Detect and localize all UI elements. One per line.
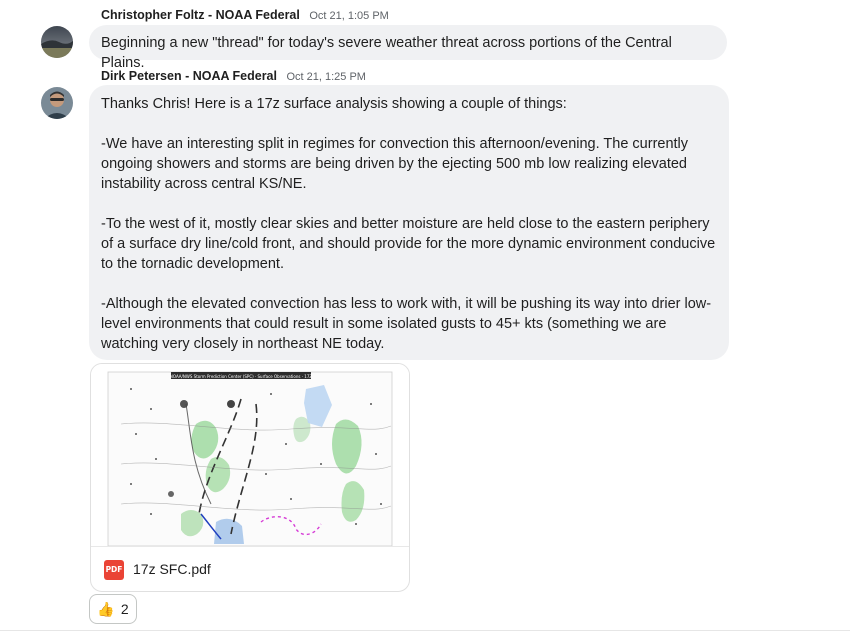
card-divider bbox=[91, 546, 409, 547]
avatar-christopher[interactable] bbox=[41, 26, 73, 58]
pdf-file-icon: PDF bbox=[104, 560, 124, 580]
map-header: NOAA/NWS Storm Prediction Center (SPC) · Surface Observations · 17Z bbox=[169, 374, 313, 379]
message-timestamp: Oct 21, 1:05 PM bbox=[309, 10, 389, 22]
message-paragraph: Thanks Chris! Here is a 17z surface analysis showing a couple of things: bbox=[101, 96, 567, 112]
message-timestamp: Oct 21, 1:25 PM bbox=[286, 71, 366, 83]
message-paragraph: -To the west of it, mostly clear skies and better moisture are held close to the eastern periphery of a surface dry line/cold front, and should provide for the more dynamic environment conducive to the tornadic development. bbox=[101, 216, 716, 272]
message-bubble bbox=[89, 25, 727, 71]
surface-map-thumbnail[interactable] bbox=[91, 364, 409, 546]
attachment-file-name[interactable]: 17z SFC.pdf bbox=[133, 561, 211, 577]
message-text: Beginning a new "thread" for today's severe weather threat across portions of the Central Plains. bbox=[101, 35, 672, 71]
avatar-dirk[interactable] bbox=[41, 87, 73, 119]
divider-line bbox=[0, 630, 850, 631]
reaction-count: 2 bbox=[120, 601, 129, 617]
message-paragraph: -We have an interesting split in regimes for convection this afternoon/evening. The currently ongoing showers and storms are being driven by the ejecting 500 mb low realizing elevated instability across central KS/NE. bbox=[101, 136, 689, 192]
sender-name bbox=[101, 69, 366, 83]
sender-name bbox=[101, 8, 389, 22]
person-photo-icon bbox=[41, 87, 73, 119]
thumbs-up-icon: 👍 bbox=[97, 600, 115, 617]
sender-label: Christopher Foltz - NOAA Federal bbox=[101, 8, 300, 22]
message-paragraph: -Although the elevated convection has less to work with, it will be pushing its way into drier low-level environments that could result in some isolated gusts to 45+ kts (something we are watching very closely in northeast NE today. bbox=[101, 296, 712, 352]
sender-label: Dirk Petersen - NOAA Federal bbox=[101, 69, 277, 83]
reaction-thumbs-up[interactable] bbox=[89, 594, 137, 624]
message-bubble bbox=[89, 85, 729, 360]
pdf-attachment-card[interactable] bbox=[90, 363, 410, 592]
storm-photo-icon bbox=[41, 26, 73, 58]
